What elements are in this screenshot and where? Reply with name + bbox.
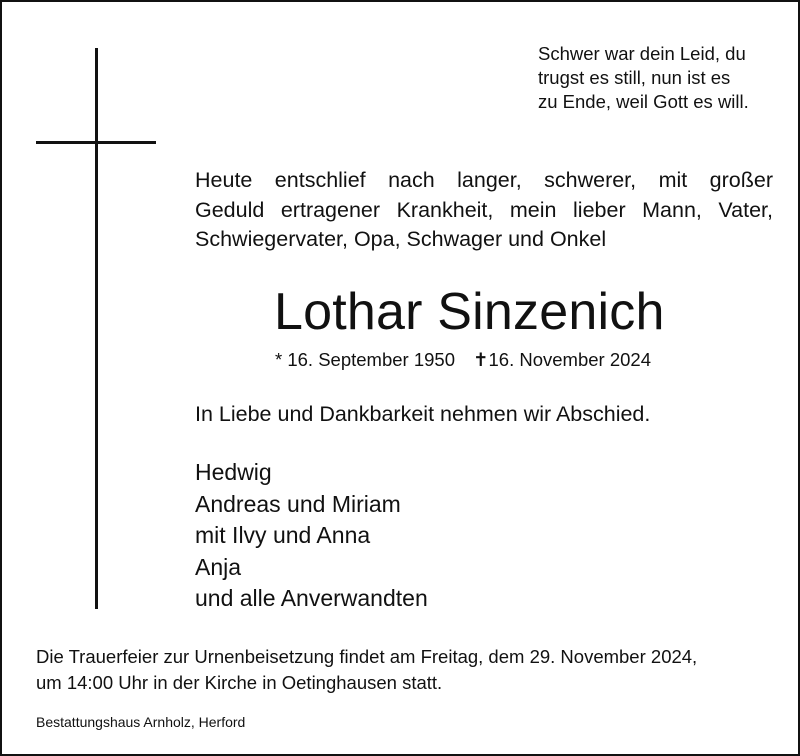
service-line: um 14:00 Uhr in der Kirche in Oetinghausen statt. bbox=[36, 672, 443, 693]
cross-symbol-vertical bbox=[95, 48, 98, 609]
life-dates bbox=[275, 347, 651, 373]
mourner: Anja bbox=[195, 553, 242, 580]
verse bbox=[538, 42, 788, 114]
intro-line: Heute entschlief nach langer, schwerer, mit großer bbox=[195, 168, 773, 192]
mourner: mit Ilvy und Anna bbox=[195, 522, 371, 548]
birth-date: * 16. September 1950 bbox=[275, 349, 455, 370]
verse-line: zu Ende, weil Gott es will. bbox=[538, 91, 749, 112]
mourner: und alle Anverwandten bbox=[195, 585, 428, 611]
cross-symbol-horizontal bbox=[36, 141, 156, 144]
mourner: Andreas und Miriam bbox=[195, 490, 401, 517]
mourner: Hedwig bbox=[195, 459, 272, 485]
intro-line: Geduld ertragener Krankheit, mein lieber Mann, Vater, bbox=[195, 197, 773, 222]
undertaker: Bestattungshaus Arnholz, Herford bbox=[36, 714, 246, 730]
farewell-text: In Liebe und Dankbarkeit nehmen wir Abschied. bbox=[195, 402, 651, 426]
intro-text bbox=[195, 166, 773, 255]
verse-line: trugst es still, nun ist es bbox=[538, 67, 731, 88]
verse-line: Schwer war dein Leid, du bbox=[538, 43, 746, 64]
service-info bbox=[36, 644, 697, 696]
service-line: Die Trauerfeier zur Urnenbeisetzung findet am Freitag, dem 29. November 2024, bbox=[36, 646, 698, 667]
mourners-list bbox=[195, 457, 428, 615]
death-date: ✝16. November 2024 bbox=[473, 349, 651, 370]
deceased-name: Lothar Sinzenich bbox=[274, 283, 665, 341]
intro-line: Schwiegervater, Opa, Schwager und Onkel bbox=[195, 227, 607, 251]
